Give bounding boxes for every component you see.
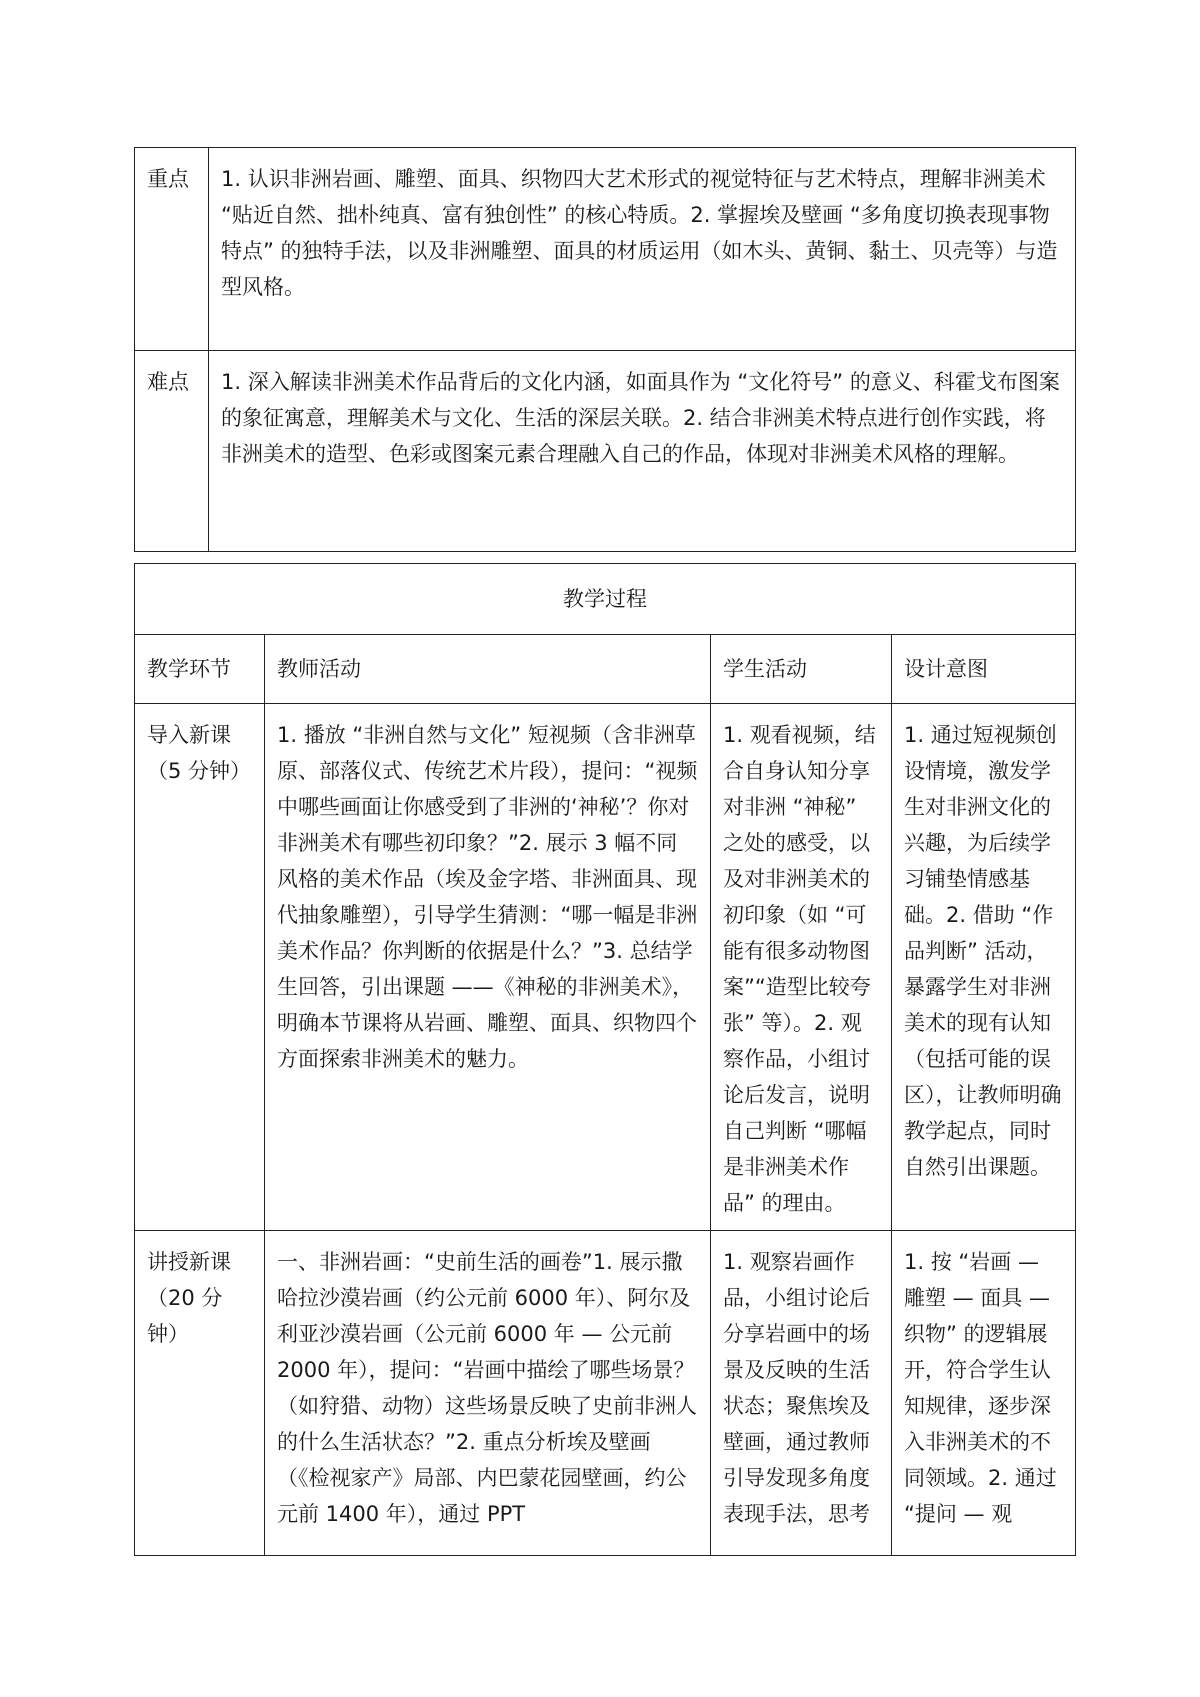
design-intent-cell: 1. 按 “岩画 — 雕塑 — 面具 — 织物” 的逻辑展开，符合学生认知规律，逐步深入非洲美术的不同领域。2. 通过 “提问 — 观: [892, 1231, 1076, 1556]
difficult-points-text: 1. 深入解读非洲美术作品背后的文化内涵，如面具作为 “文化符号” 的意义、科霍戈布图案的象征寓意，理解美术与文化、生活的深层关联。2. 结合非洲美术特点进行创作实践，将非洲美术的造型、色彩或图案元素合理融入自己的作品，体现对非洲美术风格的理解。: [209, 351, 1076, 552]
stage-cell: 讲授新课（20 分钟）: [135, 1231, 265, 1556]
teacher-activity-cell: 一、非洲岩画：“史前生活的画卷”1. 展示撒哈拉沙漠岩画（约公元前 6000 年）、阿尔及利亚沙漠岩画（公元前 6000 年 — 公元前 2000 年），提问：“岩画中描绘了哪些场景？（如狩猎、动物）这些场景反映了史前非洲人的什么生活状态？”2. 重点分析埃及壁画（《检视家产》局部、内巴蒙花园壁画，约公元前 1400 年），通过 PPT: [265, 1231, 711, 1556]
key-difficult-points-table: [134, 147, 1076, 552]
process-title-row: [135, 564, 1076, 635]
process-title: 教学过程: [135, 564, 1076, 635]
key-points-row: [135, 148, 1076, 351]
table-row: [135, 1231, 1076, 1556]
header-row: [135, 635, 1076, 704]
difficult-points-label: 难点: [135, 351, 209, 552]
design-intent-cell: 1. 通过短视频创设情境，激发学生对非洲文化的兴趣，为后续学习铺垫情感基础。2. 借助 “作品判断” 活动，暴露学生对非洲美术的现有认知（包括可能的误区），让教师明确教学起点，同时自然引出课题。: [892, 704, 1076, 1231]
header-intent: 设计意图: [892, 635, 1076, 704]
table-row: [135, 704, 1076, 1231]
key-points-text: 1. 认识非洲岩画、雕塑、面具、织物四大艺术形式的视觉特征与艺术特点，理解非洲美术 “贴近自然、拙朴纯真、富有独创性” 的核心特质。2. 掌握埃及壁画 “多角度切换表现事物特点” 的独特手法，以及非洲雕塑、面具的材质运用（如木头、黄铜、黏土、贝壳等）与造型风格。: [209, 148, 1076, 351]
header-stage: 教学环节: [135, 635, 265, 704]
stage-cell: 导入新课（5 分钟）: [135, 704, 265, 1231]
header-student: 学生活动: [711, 635, 892, 704]
header-teacher: 教师活动: [265, 635, 711, 704]
student-activity-cell: 1. 观察岩画作品，小组讨论后分享岩画中的场景及反映的生活状态；聚焦埃及壁画，通过教师引导发现多角度表现手法，思考: [711, 1231, 892, 1556]
key-points-label: 重点: [135, 148, 209, 351]
teacher-activity-cell: 1. 播放 “非洲自然与文化” 短视频（含非洲草原、部落仪式、传统艺术片段），提问：“视频中哪些画面让你感受到了非洲的‘神秘’？你对非洲美术有哪些初印象？”2. 展示 3 幅不同风格的美术作品（埃及金字塔、非洲面具、现代抽象雕塑），引导学生猜测：“哪一幅是非洲美术作品？你判断的依据是什么？”3. 总结学生回答，引出课题 ——《神秘的非洲美术》，明确本节课将从岩画、雕塑、面具、织物四个方面探索非洲美术的魅力。: [265, 704, 711, 1231]
student-activity-cell: 1. 观看视频，结合自身认知分享对非洲 “神秘” 之处的感受，以及对非洲美术的初印象（如 “可能有很多动物图案”“造型比较夸张” 等）。2. 观察作品，小组讨论后发言，说明自己判断 “哪幅是非洲美术作品” 的理由。: [711, 704, 892, 1231]
teaching-process-table: [134, 563, 1076, 1556]
difficult-points-row: [135, 351, 1076, 552]
